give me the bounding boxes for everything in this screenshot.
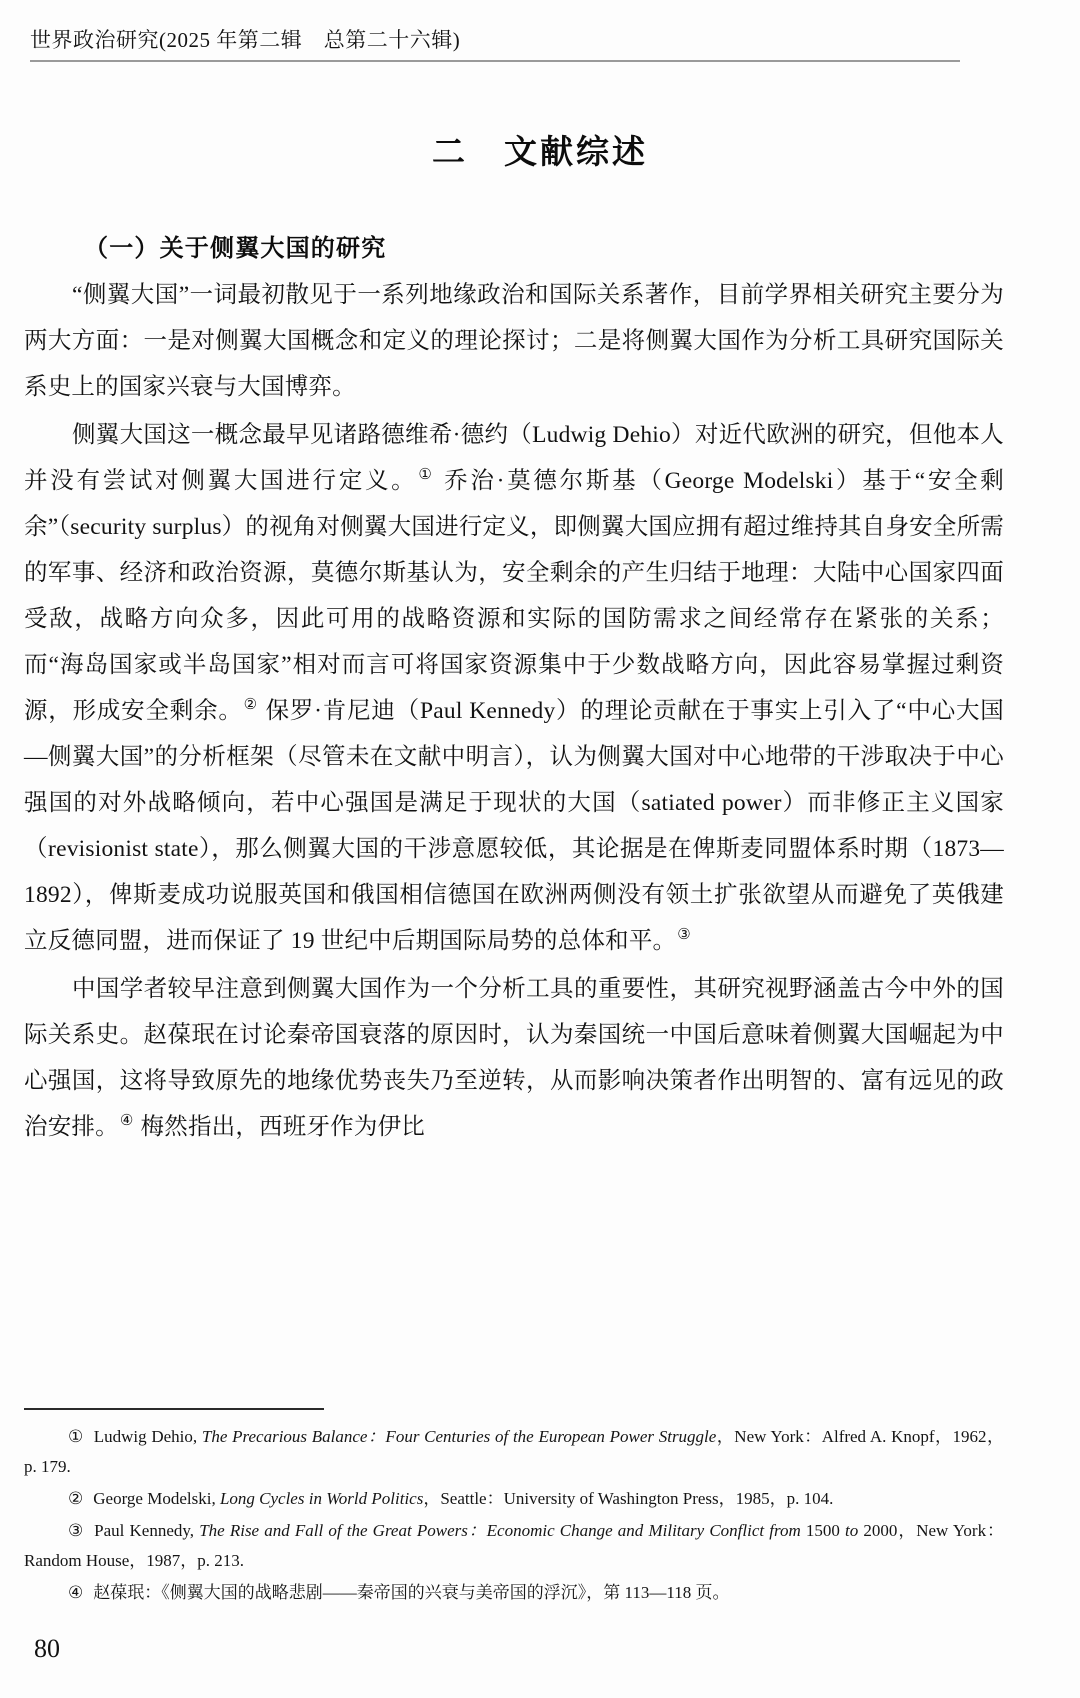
paragraph-2: 侧翼大国这一概念最早见诸路德维希·德约（Ludwig Dehio）对近代欧洲的研究，但他本人并没有尝试对侧翼大国进行定义。① 乔治·莫德尔斯基（George Modelski）基于“安全剩余”（security surplus）的视角对侧翼大国进行定义，即侧翼大国应拥有超过维持其自身安全所需的军事、经济和政治资源，莫德尔斯基认为，安全剩余的产生归结于地理：大陆中心国家四面受敌，战略方向众多，因此可用的战略资源和实际的国防需求之间经常存在紧张的关系；而“海岛国家或半岛国家”相对而言可将国家资源集中于少数战略方向，因此容易掌握过剩资源，形成安全剩余。② 保罗·肯尼迪（Paul Kennedy）的理论贡献在于事实上引入了“中心大国—侧翼大国”的分析框架（尽管未在文献中明言），认为侧翼大国对中心地带的干涉取决于中心强国的对外战略倾向，若中心强国是满足于现状的大国（satiated power）而非修正主义国家（revisionist state），那么侧翼大国的干涉意愿较低，其论据是在俾斯麦同盟体系时期（1873—1892），俾斯麦成功说服英国和俄国相信德国在欧洲两侧没有领土扩张欲望从而避免了英俄建立反德同盟，进而保证了 19 世纪中后期国际局势的总体和平。③ (24, 422, 1004, 954)
footnote-reference[interactable]: ② (243, 697, 258, 714)
footnote-block (24, 1408, 1004, 1610)
footnote-separator-rule (24, 1408, 324, 1410)
footnote-item (24, 1484, 1004, 1514)
body-text (24, 272, 1004, 1152)
footnote-item (24, 1516, 1004, 1576)
footnote-title-italic: The Precarious Balance：Four Centuries of the European Power Struggle (201, 1426, 717, 1446)
footnote-marker: ① (68, 1426, 84, 1446)
footnote-reference[interactable]: ③ (677, 927, 691, 944)
footnote-title-italic: Long Cycles in World Politics (219, 1488, 424, 1508)
footnote-text: George Modelski, (93, 1488, 220, 1508)
running-head-rule (30, 60, 960, 62)
footnote-reference[interactable]: ④ (119, 1113, 134, 1130)
footnote-text: 1500 (800, 1520, 846, 1540)
page-number: 80 (34, 1634, 60, 1663)
paragraph-3: 中国学者较早注意到侧翼大国作为一个分析工具的重要性，其研究视野涵盖古今中外的国际关系史。赵葆珉在讨论秦帝国衰落的原因时，认为秦国统一中国后意味着侧翼大国崛起为中心强国，这将导致原先的地缘优势丧失乃至逆转，从而影响决策者作出明智的、富有远见的政治安排。④ 梅然指出，西班牙作为伊比 (24, 976, 1004, 1140)
footnote-text: Paul Kennedy, (94, 1520, 200, 1540)
footnote-title-italic: to (845, 1520, 859, 1540)
section-title: 二 文献综述 (432, 135, 648, 171)
footnote-text: ，New York：Alfred A. Knopf，1962，p. 179. (24, 1426, 1004, 1476)
footnote-text: 赵葆珉：《侧翼大国的战略悲剧——秦帝国的兴衰与美帝国的浮沉》，第 113—118 页。 (93, 1582, 730, 1602)
footnote-text: Ludwig Dehio, (93, 1426, 202, 1446)
footnote-marker: ② (68, 1488, 84, 1508)
footnote-text: 2000，New York：Random House，1987，p. 213. (24, 1520, 1004, 1570)
footnote-reference[interactable]: ① (418, 467, 435, 484)
footnote-text: ，Seattle：University of Washington Press，1985，p. 104. (423, 1488, 834, 1508)
footnote-marker: ④ (68, 1582, 84, 1602)
footnote-title-italic: The Rise and Fall of the Great Powers：Economic Change and Military Conflict from (199, 1520, 801, 1540)
footnote-item (24, 1578, 1004, 1608)
subsection-heading: （一）关于侧翼大国的研究 (84, 236, 387, 262)
footnote-item (24, 1422, 1004, 1482)
running-head-text: 世界政治研究(2025 年第二辑 总第二十六辑) (30, 28, 461, 52)
running-head (30, 24, 1030, 62)
footnote-marker: ③ (68, 1520, 85, 1540)
paragraph-1: “侧翼大国”一词最初散见于一系列地缘政治和国际关系著作，目前学界相关研究主要分为两大方面：一是对侧翼大国概念和定义的理论探讨；二是将侧翼大国作为分析工具研究国际关系史上的国家兴衰与大国博弈。 (24, 282, 1004, 400)
